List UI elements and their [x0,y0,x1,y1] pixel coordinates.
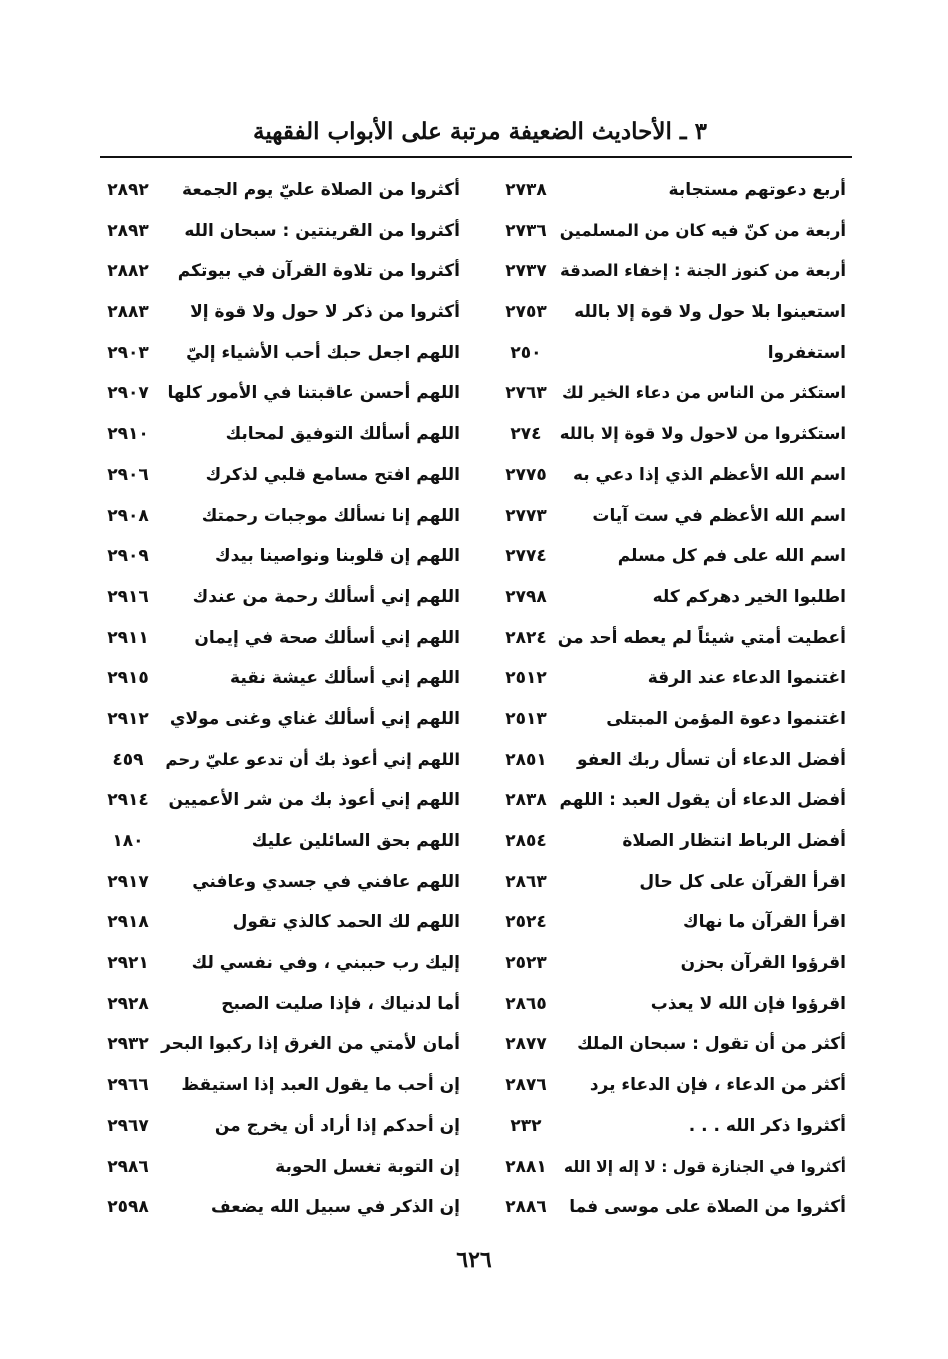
index-row [96,292,852,333]
entry-text-right: اسم الله الأعظم الذي إذا دعي به [572,464,846,485]
entry-number-left: ٢٨٨٢ [107,261,149,282]
entry-number-right: ٢٨٨١ [505,1156,547,1177]
entry-number-right: ٢٨٦٣ [505,871,547,892]
entry-text-right: اسم الله على فم كل مسلم [617,546,846,567]
entry-text-left: اللهم أحسن عاقبتنا في الأمور كلها [167,383,460,404]
entry-text-left: اللهم إنا نسألك موجبات رحمتك [201,505,460,526]
entry-text-left: اللهم إن قلوبنا ونواصينا بيدك [215,546,460,567]
entry-text-left: إن الذكر في سبيل الله يضعف [211,1197,460,1218]
entry-number-right: ٢٨٧٦ [505,1075,547,1096]
entry-text-left: اللهم إني أعوذ بك من شر الأعميين [168,790,460,811]
entry-text-left: إن أحب ما يقول العبد إذا استيقظ [181,1075,460,1096]
entry-number-right: ٢٣٢ [510,1115,542,1136]
index-row [96,658,852,699]
entry-number-left: ٢٩١٢ [107,708,149,729]
entry-number-right: ٢٧٣٨ [505,180,547,200]
entry-text-right: اقرأ القرآن على كل حال [639,871,846,892]
entry-text-left: إليك رب حببني ، وفي نفسي لك [191,953,460,974]
entry-text-left: اللهم افتح مسامع قلبي لذكرك [205,464,460,485]
entry-text-right: أكثروا في الجنازة قول : لا إله إلا الله [563,1157,846,1176]
entry-text-right: أفضل الدعاء أن تسأل ربك العفو [576,749,846,770]
entry-text-right: أربع دعوتهم مستجابة [668,180,846,200]
entry-text-left: اللهم إني أعوذ بك أن تدعو عليّ رحم [165,749,460,769]
entry-text-right: اقرأ القرآن ما نهاك [683,912,846,933]
index-row [96,455,852,496]
entry-number-left: ٢٨٩٢ [107,180,149,200]
entry-number-left: ٢٩٠٩ [107,546,149,567]
entry-number-right: ٢٥٢٤ [505,912,547,933]
entry-number-right: ٢٨٧٧ [505,1034,547,1055]
entry-text-right: استكثر من الناس من دعاء الخير لك [561,383,846,403]
entry-number-left: ٢٩٢٨ [107,993,149,1014]
index-row [96,984,852,1025]
entry-number-left: ٢٩٦٧ [107,1115,149,1136]
entry-text-left: أكثروا من ذكر لا حول ولا قوة إلا [190,302,460,323]
index-row [96,577,852,618]
entry-text-right: أفضل الرباط انتظار الصلاة [622,831,846,851]
entry-text-right: اغتنموا الدعاء عند الرقة [647,668,846,689]
entry-number-left: ٢٩٨٦ [107,1156,149,1177]
entry-text-right: استعينوا بلا حول ولا قوة إلا بالله [574,302,846,323]
entry-number-right: ٢٧٤ [510,424,542,445]
entry-text-right: اسم الله الأعظم في ست آيات [592,505,846,526]
entry-text-right: أفضل الدعاء أن يقول العبد : اللهم [559,790,846,811]
entry-number-right: ٢٧٧٣ [505,505,547,526]
entry-text-right: اقرؤوا القرآن بحزن [680,953,846,974]
index-row [96,1024,852,1065]
entry-number-left: ٢٩٠٦ [107,464,149,485]
entry-text-left: أكثروا من الصلاة عليّ يوم الجمعة [182,180,460,200]
entry-text-right: أكثروا ذكر الله . . . [688,1115,846,1136]
entry-text-left: اللهم إني أسألك غناي وغنى مولاي [169,708,460,729]
index-row [96,251,852,292]
index-row [96,902,852,943]
index-row [96,740,852,781]
index-row [96,536,852,577]
index-row [96,821,852,862]
index-row [96,1065,852,1106]
entry-number-right: ٢٧٩٨ [505,586,547,607]
index-row [96,1147,852,1188]
entry-text-left: إن أحدكم إذا أراد أن يخرج من [214,1115,460,1136]
entry-text-right: اطلبوا الخير دهركم كله [652,586,846,607]
entry-number-left: ٢٩٦٦ [107,1075,149,1096]
entry-number-right: ٢٨٨٦ [505,1197,547,1218]
entry-number-left: ٤٥٩ [112,749,144,770]
page-number: ٦٢٦ [456,1247,492,1273]
entry-number-right: ٢٧٥٣ [505,302,547,323]
entry-number-left: ٢٩١٧ [107,871,149,892]
entry-number-right: ٢٧٣٧ [505,261,547,282]
entry-number-left: ٢٩١٠ [107,424,149,445]
entry-text-right: اقرؤوا فإن الله لا يعذب [650,993,846,1014]
index-row [96,333,852,374]
entry-number-right: ٢٨٥٤ [505,831,547,851]
entry-text-right: أعطيت أمتي شيئاً لم يعطه أحد من [557,627,846,648]
entry-text-left: اللهم إني أسألك عيشة نقية [230,668,460,689]
entry-number-left: ٢٩٠٨ [107,505,149,526]
index-row [96,1187,852,1228]
entry-number-left: ٢٩١٤ [107,790,149,811]
index-row [96,414,852,455]
entry-number-right: ٢٧٦٣ [505,383,547,404]
page-header-title: ٣ ـ الأحاديث الضعيفة مرتبة على الأبواب الفقهية [252,118,708,145]
entry-number-right: ٢٨٥١ [505,749,547,770]
entry-number-left: ٢٥٩٨ [107,1197,149,1218]
entry-text-left: أكثروا من تلاوة القرآن في بيوتكم [177,261,460,282]
entry-text-right: أكثر من أن تقول : سبحان الملك [577,1034,846,1055]
entry-number-left: ١٨٠ [112,831,144,851]
entry-text-right: أربعة من كنوز الجنة : إخفاء الصدقة [560,261,846,281]
entry-number-left: ٢٩١٨ [107,912,149,933]
entry-text-left: اللهم لك الحمد كالذي تقول [232,912,460,933]
entry-number-left: ٢٩١٥ [107,668,149,689]
entry-number-right: ٢٥١٣ [505,708,547,729]
entry-number-left: ٢٩٣٢ [107,1034,149,1055]
index-row [96,170,852,211]
index-row [96,780,852,821]
entry-text-left: اللهم أسألك التوفيق لمحابك [225,424,460,445]
entry-text-left: اللهم إني أسألك صحة في إيمان [194,627,460,648]
entry-number-right: ٢٥١٢ [505,668,547,689]
index-row [96,862,852,903]
entry-number-right: ٢٥٢٣ [505,953,547,974]
entry-number-left: ٢٨٨٣ [107,302,149,323]
entry-number-right: ٢٨٣٨ [505,790,547,811]
entry-number-right: ٢٨٦٥ [505,993,547,1014]
index-row [96,496,852,537]
index-table [96,170,852,1228]
index-row [96,699,852,740]
index-row [96,1106,852,1147]
entry-number-left: ٢٨٩٣ [107,220,149,241]
index-row [96,211,852,252]
entry-text-right: استكثروا من لاحول ولا قوة إلا بالله [559,424,846,444]
entry-number-right: ٢٧٧٤ [505,546,547,567]
entry-text-left: اللهم إني أسألك رحمة من عندك [192,586,460,607]
entry-number-right: ٢٧٣٦ [505,220,547,241]
index-row [96,618,852,659]
entry-text-left: اللهم اجعل حبك أحب الأشياء إليّ [186,342,460,363]
entry-text-right: أكثر من الدعاء ، فإن الدعاء يرد [589,1075,846,1096]
entry-text-left: اللهم بحق السائلين عليك [251,831,460,851]
entry-text-left: أمان لأمتي من الغرق إذا ركبوا البحر [161,1034,460,1055]
entry-number-left: ٢٩١٦ [107,586,149,607]
entry-text-right: أربعة من كنّ فيه كان من المسلمين [559,220,846,240]
entry-number-left: ٢٩٠٧ [107,383,149,404]
index-row [96,373,852,414]
entry-text-right: أكثروا من الصلاة على موسى فما [569,1197,846,1218]
entry-number-right: ٢٥٠ [510,342,542,363]
entry-text-right: استغفروا [767,342,846,363]
header-divider [100,156,852,158]
entry-number-left: ٢٩٢١ [107,953,149,974]
entry-text-left: أما لدنياك ، فإذا صليت الصبح [221,993,460,1014]
entry-text-left: أكثروا من القرينتين : سبحان الله [184,220,460,241]
entry-text-left: اللهم عافني في جسدي وعافني [192,871,460,892]
entry-number-left: ٢٩١١ [107,627,149,648]
entry-number-right: ٢٧٧٥ [505,464,547,485]
entry-number-right: ٢٨٢٤ [505,627,547,648]
index-row [96,943,852,984]
entry-text-right: اغتنموا دعوة المؤمن المبتلى [606,708,846,729]
entry-number-left: ٢٩٠٣ [107,342,149,363]
entry-text-left: إن التوبة تغسل الحوبة [275,1156,460,1177]
